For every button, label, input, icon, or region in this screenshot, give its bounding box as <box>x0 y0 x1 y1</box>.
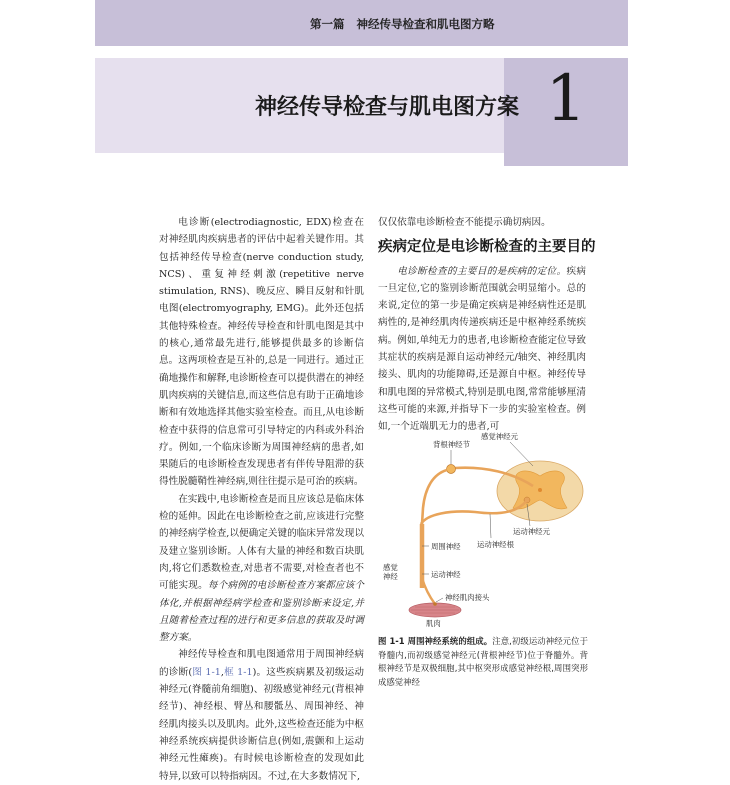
left-column <box>159 214 364 785</box>
chapter-title: 神经传导检查与肌电图方案 <box>255 95 520 120</box>
label-sensory-nerve-1: 感觉 <box>383 563 398 572</box>
part-label: 第一篇 <box>310 17 345 31</box>
practice-text: 在实践中,电诊断检查是而且应该总是临床体检的延伸。因此在电诊断检查之前,应该进行完整的神经病学检查,以便确定关键的临床异常发现以及建立鉴别诊断。人体有大量的神经和数百块肌肉,将它们悉数检查,对患者不需要,对检查者也不可能实现。 <box>159 493 364 592</box>
running-header <box>310 16 495 32</box>
paragraph-practice <box>159 491 364 647</box>
leader-line <box>436 598 443 602</box>
label-sensory-neuron: 感觉神经元 <box>481 432 518 441</box>
usage-text-start: 神经传导检查和肌电图通常用于周围神经病的诊断( <box>159 649 364 678</box>
box-1-1-link[interactable]: 框 1-1 <box>223 666 253 678</box>
leader-line <box>510 442 533 466</box>
caption-text: 注意,初级运动神经元位于脊髓内,而初级感觉神经元(背根神经节)位于脊髓外。背根神经节是双极细胞,其中枢突形成感觉神经根,周围突形成感觉神经 <box>378 636 588 687</box>
caption-title: 图 1-1 周围神经系统的组成。 <box>378 636 493 646</box>
usage-comma: , <box>220 666 224 678</box>
label-motor-neuron: 运动神经元 <box>513 527 550 536</box>
label-drg: 背根神经节 <box>433 440 470 449</box>
label-muscle: 肌肉 <box>426 619 441 628</box>
localization-italic-text: 电诊断检查的主要目的是疾病的定位。 <box>397 265 567 277</box>
central-canal <box>538 488 542 492</box>
label-nmj: 神经肌肉接头 <box>445 593 490 602</box>
motor-nerve-branch <box>422 578 435 604</box>
section-heading: 疾病定位是电诊断检查的主要目的 <box>378 239 596 256</box>
label-sensory-nerve-2: 神经 <box>383 572 398 581</box>
usage-text-end: )。这些疾病累及初级运动神经元(脊髓前角细胞)、初级感觉神经元(背根神经节)、神经根、臂丛和腰骶丛、周围神经、神经肌肉接头以及肌肉。此外,这些检查还能为中枢神经系统疾病提供诊断信息(例如,震颤和上运动神经元性瘫痪)。有时候电诊断检查的发现如此特异,以致可以特指病因。不过,在大多数情况下, <box>159 666 365 782</box>
label-motor-root: 运动神经根 <box>477 540 514 549</box>
drg-icon <box>447 465 456 474</box>
part-title: 神经传导检查和肌电图方略 <box>356 17 495 31</box>
figure-peripheral-nervous-system <box>383 428 595 628</box>
figure-caption <box>378 635 588 689</box>
figure-1-1-link[interactable]: 图 1-1 <box>192 666 221 678</box>
chapter-number: 1 <box>545 62 587 136</box>
practice-italic-text: 每个病例的电诊断检查方案都应该个体化,并根据神经病学检查和鉴别诊断来设定,并且随着检查过程的进行和更多信息的获取及时调整方案。 <box>159 580 365 644</box>
label-motor-nerve: 运动神经 <box>431 570 461 579</box>
localization-text: 疾病一旦定位,它的鉴别诊断范围就会明显缩小。总的来说,定位的第一步是确定疾病是神经病性还是肌病性的,是神经肌肉传递疾病还是中枢神经系统疾病。例如,单纯无力的患者,电诊断检查能定位导致其症状的疾病是源自运动神经元/轴突、神经肌肉接头、肌肉的功能障碍,还是源自中枢。神经传导和肌电图的异常模式,特别是肌电图,常常能够厘清这些可能的来源,并指导下一步的实验室检查。例如,一个近端肌无力的患者,可 <box>378 265 587 433</box>
leader-line <box>490 514 491 538</box>
paragraph-localization <box>378 263 586 436</box>
nmj-icon <box>433 602 437 606</box>
label-peripheral-nerve: 周围神经 <box>431 542 461 551</box>
paragraph-usage <box>159 646 364 784</box>
paragraph-continued: 仅仅依靠电诊断检查不能提示确切病因。 <box>378 217 551 228</box>
paragraph-intro: 电诊断(electrodiagnostic, EDX)检查在对神经肌肉疾病患者的评估中起着关键作用。其包括神经传导检查(nerve conduction study, NCS)、重复神经刺激(repetitive nerve stimulation, RNS)、晚反应、瞬目反射和针肌电图(electromyography, EMG)。此外还包括其他特殊检查。神经传导检查和针肌电图是其中的核心,通常最先进行,能够提供最多的诊断信息。这两项检查是互补的,总是一同进行。通过正确地操作和解释,电诊断检查可以提供潜在的神经肌肉疾病的关键信息,而这些信息有助于正确地诊断和有效地选择其他实验室检查。而且,从电诊断检查中获得的信息常可引导特定的内科或外科治疗。例如,一个临床诊断为周围神经病的患者,如果随后的电诊断检查发现患者有伴传导阻滞的获得性脱髓鞘性神经病,则往往提示是可治的疾病。 <box>159 217 364 488</box>
right-column <box>378 214 596 436</box>
